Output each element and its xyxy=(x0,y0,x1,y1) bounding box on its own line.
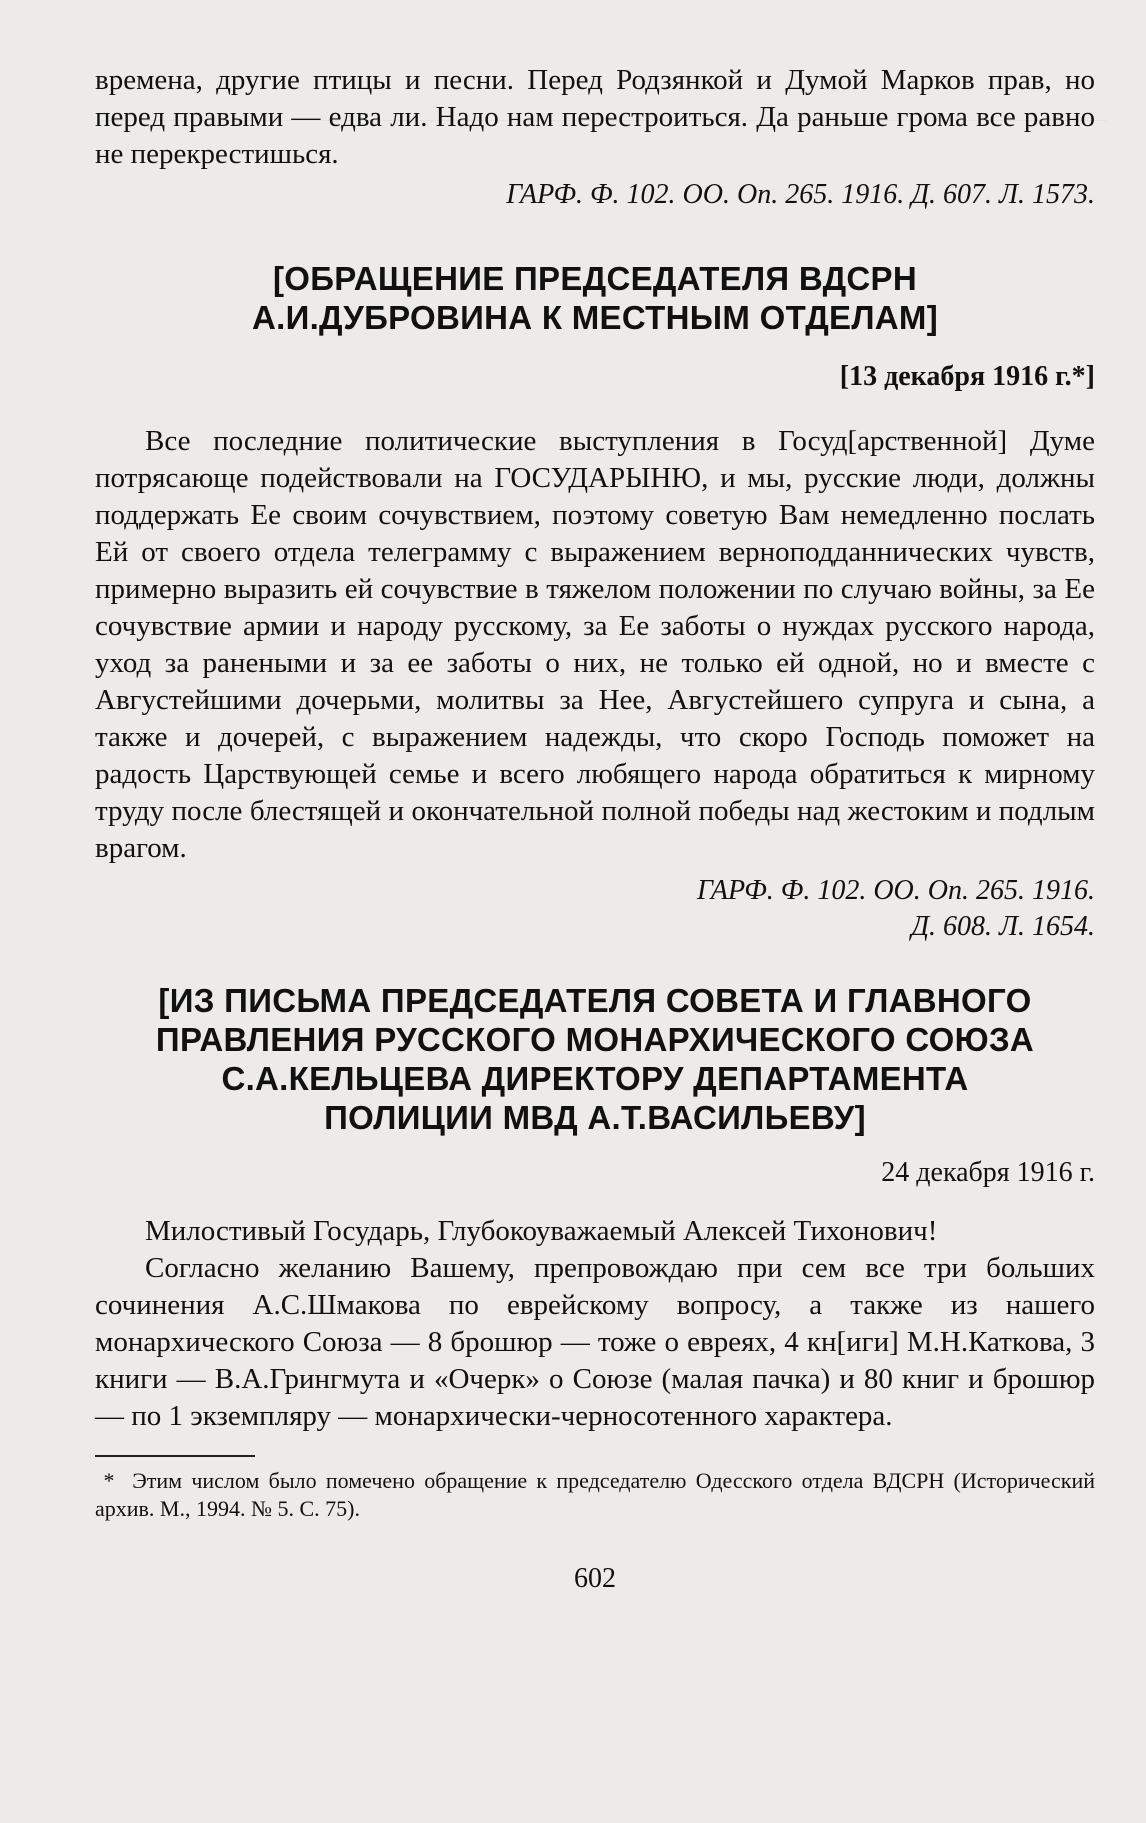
date-1: [13 декабря 1916 г.*] xyxy=(839,361,1095,392)
heading-2-line-4: ПОЛИЦИИ МВД А.Т.ВАСИЛЬЕВУ] xyxy=(324,1099,866,1136)
footnote-mark: * xyxy=(103,1468,115,1493)
letter-salutation: Милостивый Государь, Глубокоуважаемый Алексей Тихонович! xyxy=(145,1215,938,1247)
date-2: 24 декабря 1916 г. xyxy=(881,1157,1095,1188)
citation-1: ГАРФ. Ф. 102. ОО. Оп. 265. 1916. Д. 607. Л. 1573. xyxy=(506,179,1095,210)
footnote xyxy=(95,1467,1095,1523)
top-paragraph: времена, другие птицы и песни. Перед Родзянкой и Думой Марков прав, но перед правыми — едва ли. Надо нам перестроиться. Да раньше грома все равно не перекрестишься. xyxy=(95,64,1095,170)
footnote-divider xyxy=(95,1455,255,1457)
heading-2-line-2: ПРАВЛЕНИЯ РУССКОГО МОНАРХИЧЕСКОГО СОЮЗА xyxy=(155,1021,1035,1058)
page-content xyxy=(95,62,1095,1595)
citation-2-line-2: Д. 608. Л. 1654. xyxy=(911,911,1095,942)
appeal-paragraph: Все последние политические выступления в Госуд[арственной] Думе потрясающе подействовали на ГОСУДАРЫНЮ, и мы, русские люди, должны поддержать Ее своим сочувствием, поэтому советую Вам немедленно послать Ей от своего отдела телеграмму с выражением верноподданнических чувств, примерно выразить ей сочувствие в тяжелом положении по случаю войны, за Ее сочувствие армии и народу русскому, за Ее заботы о нуждах русского народа, уход за ранеными и за ее заботы о них, не только ей одной, но и вместе с Августейшими дочерьми, молитвы за Нее, Августейшего супруга и сына, а также и дочерей, с выражением надежды, что скоро Господь поможет на радость Царствующей семье и всего любящего народа обратиться к мирному труду после блестящей и окончательной полной победы над жестоким и подлым врагом. xyxy=(95,425,1095,864)
footnote-text: Этим числом было помечено обращение к председателю Одесского отдела ВДСРН (Исторический архив. М., 1994. № 5. С. 75). xyxy=(95,1468,1095,1521)
citation-2-line-1: ГАРФ. Ф. 102. ОО. Оп. 265. 1916. xyxy=(697,875,1095,906)
heading-2-line-1: [ИЗ ПИСЬМА ПРЕДСЕДАТЕЛЯ СОВЕТА И ГЛАВНОГО xyxy=(158,982,1032,1019)
heading-2-line-3: С.А.КЕЛЬЦЕВА ДИРЕКТОРУ ДЕПАРТАМЕНТА xyxy=(221,1060,969,1097)
heading-1-line-1: [ОБРАЩЕНИЕ ПРЕДСЕДАТЕЛЯ ВДСРН xyxy=(273,260,917,297)
heading-1-line-2: А.И.ДУБРОВИНА К МЕСТНЫМ ОТДЕЛАМ] xyxy=(251,299,939,336)
letter-body: Согласно желанию Вашему, препровождаю при сем все три больших сочинения А.С.Шмакова по еврейскому вопросу, а также из нашего монархического Союза — 8 брошюр — тоже о евреях, 4 кн[иги] М.Н.Каткова, 3 книги — В.А.Грингмута и «Очерк» о Союзе (малая пачка) и 80 книг и брошюр — по 1 экземпляру — монархически-черносотенного характера. xyxy=(95,1252,1095,1432)
page-number: 602 xyxy=(574,1563,616,1594)
